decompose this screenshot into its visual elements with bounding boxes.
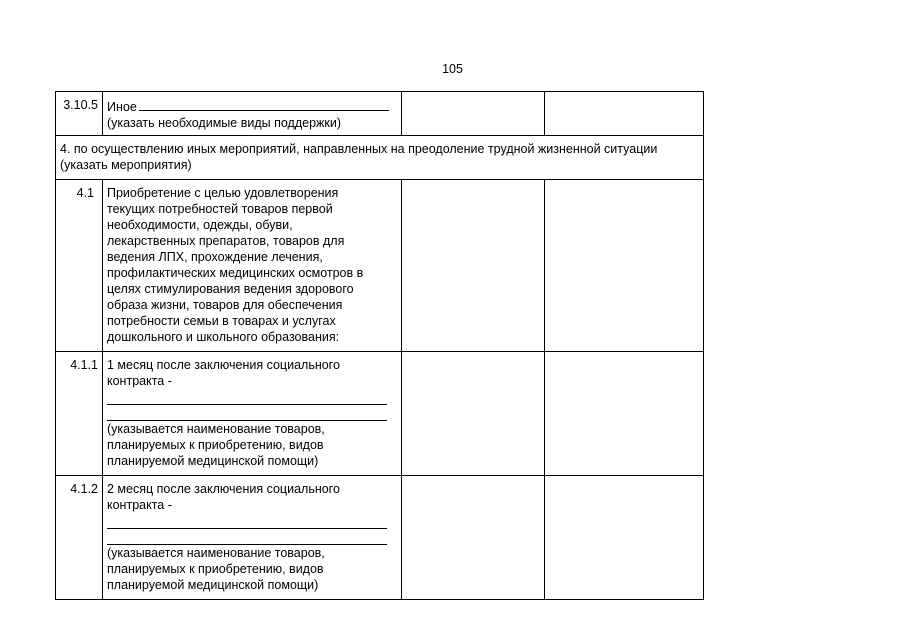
row-note: (указывается наименование товаров, планируемых к приобретению, видов планируемой медицинской помощи) [107, 546, 325, 592]
other-label: Иное [107, 100, 137, 114]
row-number-text: 3.10.5 [63, 98, 98, 112]
fill-in-line[interactable] [107, 389, 387, 405]
fill-in-line[interactable] [107, 529, 387, 545]
row-number [56, 180, 103, 352]
table-row-4-1-2 [56, 476, 704, 600]
section-heading-cell [56, 136, 704, 180]
empty-cell[interactable] [402, 180, 545, 352]
row-text: 2 месяц после заключения социального контракта - [107, 482, 340, 512]
empty-cell[interactable] [402, 476, 545, 600]
support-measures-table [55, 91, 704, 600]
row-description [103, 352, 402, 476]
table-row-4-1-1 [56, 352, 704, 476]
row-description [103, 476, 402, 600]
empty-cell[interactable] [402, 92, 545, 136]
table-row-4 [56, 136, 704, 180]
fill-in-line[interactable] [107, 513, 387, 529]
row-text: 1 месяц после заключения социального контракта - [107, 358, 340, 388]
empty-cell[interactable] [402, 352, 545, 476]
row-description [103, 180, 402, 352]
row-number [56, 476, 103, 600]
table-row-4-1 [56, 180, 704, 352]
row-note: (указывается наименование товаров, планируемых к приобретению, видов планируемой медицинской помощи) [107, 422, 325, 468]
row-number-text: 4.1.1 [70, 358, 98, 372]
empty-cell[interactable] [545, 92, 704, 136]
row-number [56, 352, 103, 476]
section-heading: 4. по осуществлению иных мероприятий, направленных на преодоление трудной жизненной ситуации (указать мероприятия) [60, 142, 658, 172]
row-number [56, 92, 103, 136]
fill-in-line[interactable] [139, 97, 389, 111]
empty-cell[interactable] [545, 180, 704, 352]
empty-cell[interactable] [545, 352, 704, 476]
fill-in-line[interactable] [107, 405, 387, 421]
row-text: Приобретение с целью удовлетворения текущих потребностей товаров первой необходимости, одежды, обуви, лекарственных препаратов, товаров для ведения ЛПХ, прохождение лечения, профилактических медицинских осмотров в целях стимулирования ведения здорового образа жизни, товаров для обеспечения потребности семьи в товарах и услугах дошкольного и школьного образования: [107, 186, 364, 344]
row-number-text: 4.1.2 [70, 482, 98, 496]
empty-cell[interactable] [545, 476, 704, 600]
row-note: (указать необходимые виды поддержки) [107, 116, 341, 130]
row-description [103, 92, 402, 136]
row-number-text: 4.1 [76, 186, 94, 200]
page-number: 105 [442, 62, 463, 76]
table-row-3-10-5 [56, 92, 704, 136]
